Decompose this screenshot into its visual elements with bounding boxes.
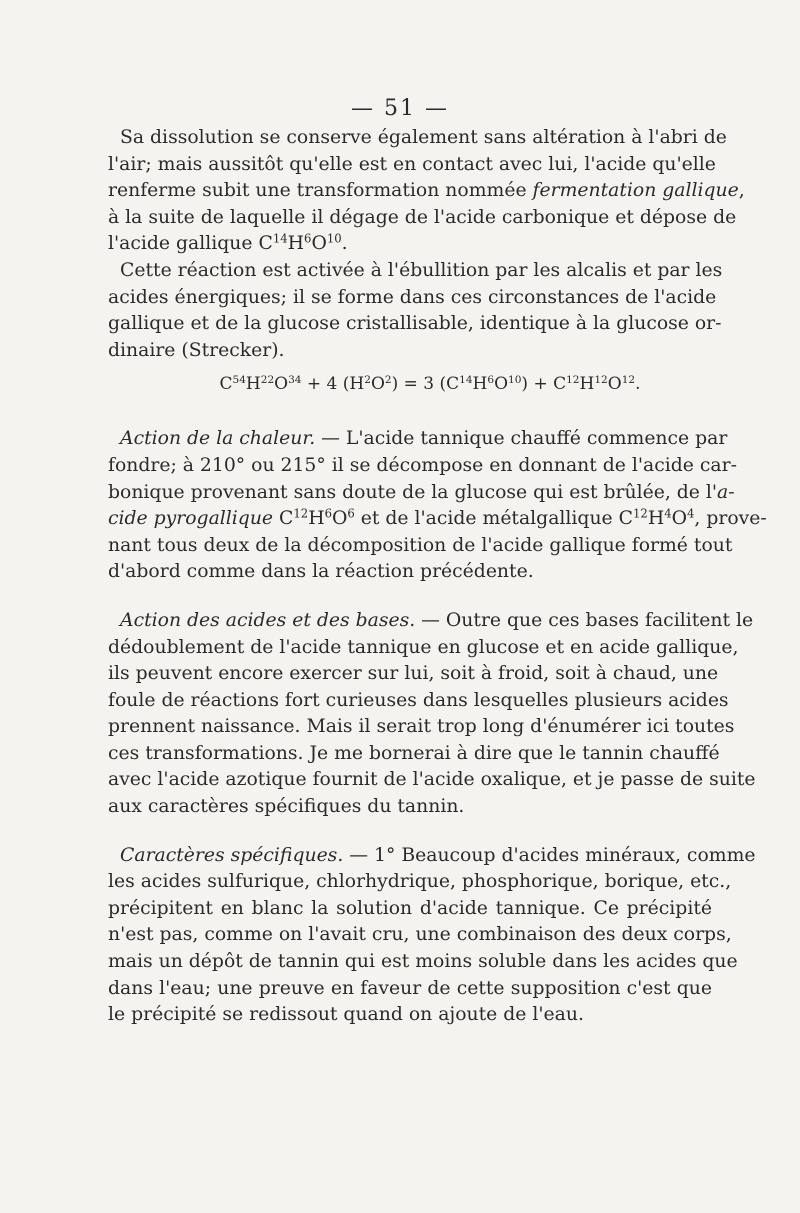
paragraph xyxy=(108,258,723,364)
text-line: Action de la chaleur. — L'acide tannique chauffé commence par xyxy=(120,428,728,450)
text-line: l'acide gallique $C^{14}H^6O^{10}$. xyxy=(108,231,348,255)
text-line: avec l'acide azotique fournit de l'acide oxalique, et je passe de suite xyxy=(108,769,756,791)
text-line: nant tous deux de la décomposition de l'acide gallique formé tout xyxy=(108,534,733,556)
paragraph-gap xyxy=(108,821,712,843)
text-line: l'air; mais aussitôt qu'elle est en contact avec lui, l'acide qu'elle xyxy=(108,153,716,175)
paragraph xyxy=(108,843,756,1029)
text-line: Sa dissolution se conserve également sans altération à l'abri de xyxy=(120,127,727,148)
text-line: aux caractères spécifiques du tannin. xyxy=(108,796,465,818)
text-line: dinaire (Strecker). xyxy=(108,339,285,361)
text-line: fondre; à 210° ou 215° il se décompose en donnant de l'acide car- xyxy=(108,454,737,476)
page-number: — 51 — xyxy=(351,96,449,121)
paragraph xyxy=(108,608,756,821)
text-line: dans l'eau; une preuve en faveur de cette supposition c'est que xyxy=(108,977,712,999)
text-line: dédoublement de l'acide tannique en glucose et en acide gallique, xyxy=(108,636,739,658)
chemical-equation: $C^{54}H^{22}O^{34} + 4$ $(H^2O^2) = 3$ $(C^{14}H^6O^{10}) + C^{12}H^{12}O^{12}$. xyxy=(219,374,641,395)
text-line: les acides sulfurique, chlorhydrique, phosphorique, borique, etc., xyxy=(108,871,732,893)
text-line: n'est pas, comme on l'avait cru, une combinaison des deux corps, xyxy=(108,924,732,946)
text-line: foule de réactions fort curieuses dans lesquelles plusieurs acides xyxy=(108,689,729,711)
text-line: d'abord comme dans la réaction précédente. xyxy=(108,561,534,583)
text-line: Caractères spécifiques. — 1° Beaucoup d'acides minéraux, comme xyxy=(120,844,756,866)
paragraph xyxy=(108,125,745,258)
page-body xyxy=(108,125,767,1029)
text-line: prennent naissance. Mais il serait trop long d'énumérer ici toutes xyxy=(108,716,735,738)
text-line: Action des acides et des bases. — Outre que ces bases facilitent le xyxy=(120,609,754,631)
text-line: renferme subit une transformation nommée fermentation gallique, xyxy=(108,180,745,202)
text-line: ces transformations. Je me bornerai à dire que le tannin chauffé xyxy=(108,742,720,764)
text-line: gallique et de la glucose cristallisable, identique à la glucose or- xyxy=(108,313,722,335)
text-line: bonique provenant sans doute de la glucose qui est brûlée, de l'a- xyxy=(108,481,735,503)
paragraph-gap xyxy=(108,586,712,608)
text-line: mais un dépôt de tannin qui est moins soluble dans les acides que xyxy=(108,951,738,973)
text-line: précipitent en blanc la solution d'acide tannique. Ce précipité xyxy=(108,897,712,919)
text-line: à la suite de laquelle il dégage de l'acide carbonique et dépose de xyxy=(108,206,737,228)
text-line: le précipité se redissout quand on ajoute de l'eau. xyxy=(108,1004,584,1026)
paragraph xyxy=(108,426,767,586)
paragraph-gap xyxy=(108,404,712,426)
text-line: Cette réaction est activée à l'ébullition par les alcalis et par les xyxy=(120,259,723,281)
text-line: cide pyrogallique $C^{12}H^6O^6$ et de l'acide métalgallique $C^{12}H^4O^4$, prove- xyxy=(108,506,767,530)
text-line: ils peuvent encore exercer sur lui, soit à froid, soit à chaud, une xyxy=(108,663,719,685)
text-line: acides énergiques; il se forme dans ces circonstances de l'acide xyxy=(108,286,717,308)
